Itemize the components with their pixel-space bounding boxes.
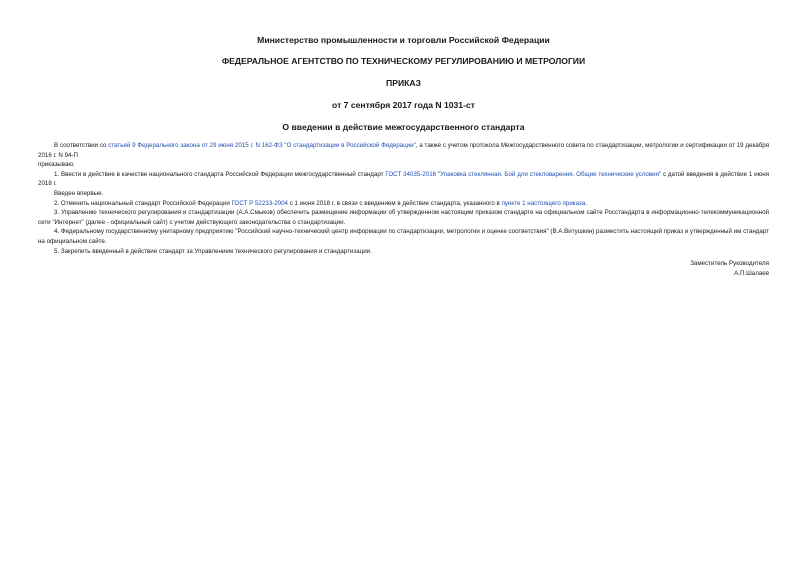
item-1-text-1: 1. Ввести в действие в качестве национального стандарта Российской Федерации межгосударственный стандарт (54, 170, 386, 178)
gost-34035-link[interactable]: ГОСТ 34035-2016 "Упаковка стеклянная. Бой для стекловарения. Общие технические условия" (385, 170, 662, 178)
item-4-paragraph: 4. Федеральному государственному унитарному предприятию "Российский научно-технический центр информации по стандартизации, метрологии и оценке соответствия" (В.А.Витушкин) разместить настоящий приказ и утвержденный им стандарт на официальном сайте. (38, 228, 769, 245)
item-1-reference-link[interactable]: пункте 1 настоящего приказа (501, 199, 586, 207)
document-body (38, 141, 769, 256)
introduced-text: Введен впервые. (54, 189, 104, 197)
preamble-text-2: , а также с учетом протокола Межгосударственного совета по стандартизации, метрологии и сертификации от 19 декабря 2016 г. N 94-П (38, 142, 769, 159)
item-2-text-3: . (585, 199, 588, 207)
document-date-number: от 7 сентября 2017 года N 1031-ст (332, 100, 475, 110)
item-3-paragraph: 3. Управлению технического регулирования и стандартизации (А.А.Смыков) обеспечить размещение информации об утвержденном настоящим приказом стандарте на официальном сайте Росстандарта в информационно-телекоммуникационной сети "Интернет" (далее - официальный сайт) с учетом действующего законодательства о стандартизации. (38, 209, 769, 226)
ministry-name: Министерство промышленности и торговли Российской Федерации (257, 35, 550, 45)
orders-text: приказываю: (38, 161, 75, 169)
item-1-paragraph (38, 170, 769, 189)
item-2-text-1: 2. Отменить национальный стандарт Российской Федерации (54, 199, 232, 207)
item-2-paragraph (38, 199, 769, 209)
law-link[interactable]: статьей 9 Федерального закона от 29 июня 2015 г. N 162-ФЗ "О стандартизации в Российской Федерации" (108, 142, 416, 149)
item-1-text-2: с датой введения в действие 1 июня 2018 г. (38, 170, 769, 188)
signature-block (38, 259, 769, 278)
signer-name: А.П.Шалаев (734, 269, 769, 277)
item-5-paragraph: 5. Закрепить введенный в действие стандарт за Управлением технического регулирования и стандартизации. (54, 247, 372, 255)
document-type: ПРИКАЗ (386, 78, 421, 88)
gost-r-52233-link[interactable]: ГОСТ Р 52233-2004 (231, 199, 288, 207)
signer-position: Заместитель Руководителя (690, 260, 769, 268)
document-subject: О введении в действие межгосударственного стандарта (282, 122, 525, 132)
preamble-text-1: В соответствии со (54, 142, 109, 149)
agency-name: ФЕДЕРАЛЬНОЕ АГЕНТСТВО ПО ТЕХНИЧЕСКОМУ РЕГУЛИРОВАНИЮ И МЕТРОЛОГИИ (221, 56, 586, 66)
item-2-text-2: с 1 июня 2018 г. в связи с введением в действие стандарта, указанного в (288, 199, 502, 207)
preamble-paragraph (38, 141, 769, 160)
